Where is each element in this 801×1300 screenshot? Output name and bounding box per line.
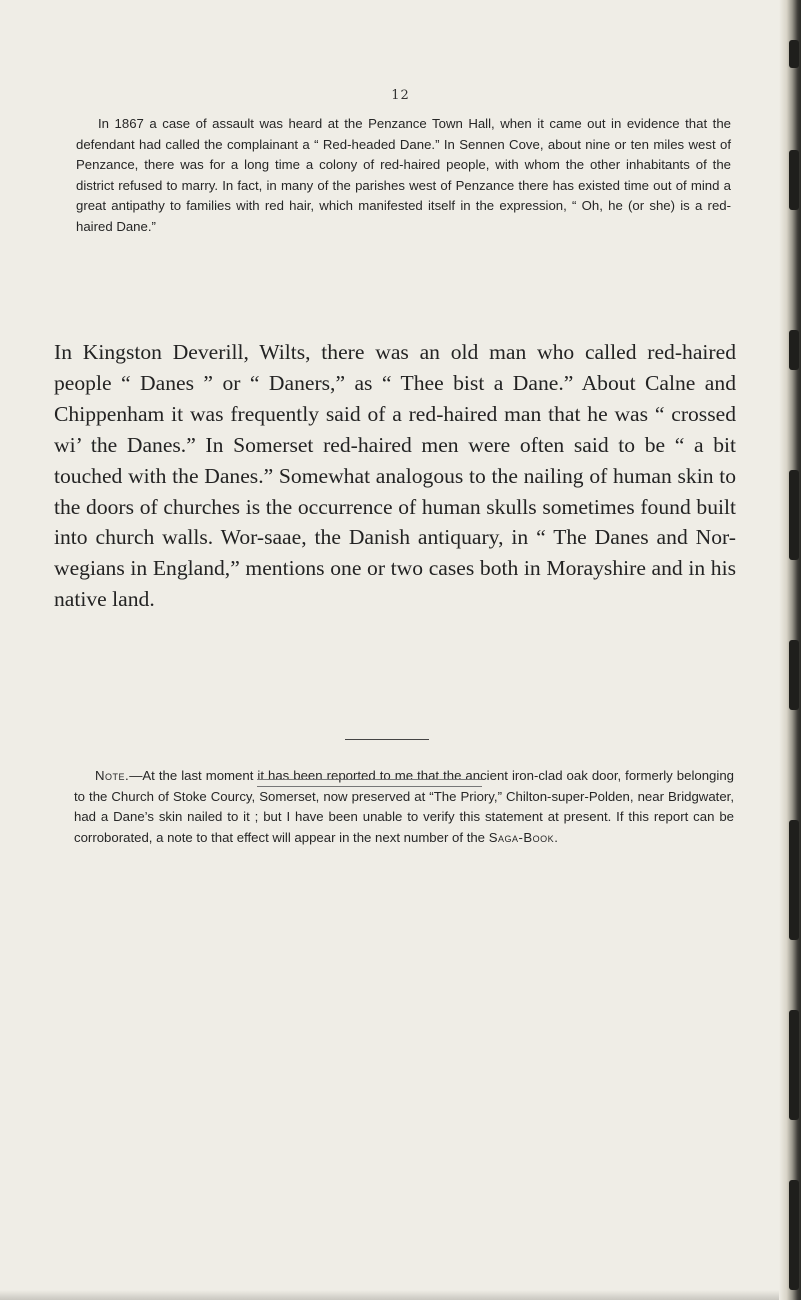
edge-mark: [789, 40, 799, 68]
edge-mark: [789, 470, 799, 560]
page-number: 12: [391, 88, 410, 103]
paragraph-kingston-deverill: In Kingston Deverill, Wilts, there was an old man who called red-haired people “ Danes ” or “ Daners,” as “ Thee bist a Dane.” About Calne and Chippenham it was frequently said of a red-haired man that he was “ crossed wi’ the Danes.” In Somerset red-haired men were often said to be “ a bit touched with the Danes.” Somewhat analogous to the nailing of human skin to the doors of churches is the occurrence of human skulls sometimes found built into church walls. Wor-saae, the Danish antiquary, in “ The Danes and Nor-wegians in England,” mentions one or two cases both in Morayshire and in his native land.: [54, 340, 736, 612]
edge-mark: [789, 1180, 799, 1290]
edge-mark: [789, 1010, 799, 1120]
edge-mark: [789, 330, 799, 370]
edge-mark: [789, 150, 799, 210]
note-label: Note.: [95, 768, 130, 783]
section-divider: [345, 739, 429, 740]
paragraph-penzance: In 1867 a case of assault was heard at the Penzance Town Hall, when it came out in evidence that the defendant had called the complainant a “ Red-headed Dane.” In Sennen Cove, about nine or ten miles west of Penzance, there was for a long time a colony of red-haired people, with whom the other inhabitants of the district refused to marry. In fact, in many of the parishes west of Penzance there has existed time out of mind a great antipathy to families with red hair, which manifested itself in the expression, “ Oh, he (or she) is a red-haired Dane.”: [76, 116, 731, 234]
page-edge-shadow: [779, 0, 801, 1300]
note-end: .: [554, 829, 558, 845]
closing-rule-bottom: [257, 786, 482, 787]
page-bottom-shadow: [0, 1290, 801, 1300]
edge-mark: [789, 640, 799, 710]
book-name: Saga-Book: [488, 829, 555, 845]
closing-rule-top: [257, 779, 482, 780]
edge-mark: [789, 820, 799, 940]
note-text: At the last moment it has been reported to me that the ancient iron-clad oak door, formerly belonging to the Church of Stoke Courcy, Somerset, now preserved at “The Priory,” Chilton-super-Polden, near Bridgwater, had a Dane’s skin nailed to it ; but I have been unable to verify this statement at present. If this report can be corroborated, a note to that effect will appear in the next number of the: [74, 768, 734, 845]
note-dash: —: [129, 768, 143, 783]
